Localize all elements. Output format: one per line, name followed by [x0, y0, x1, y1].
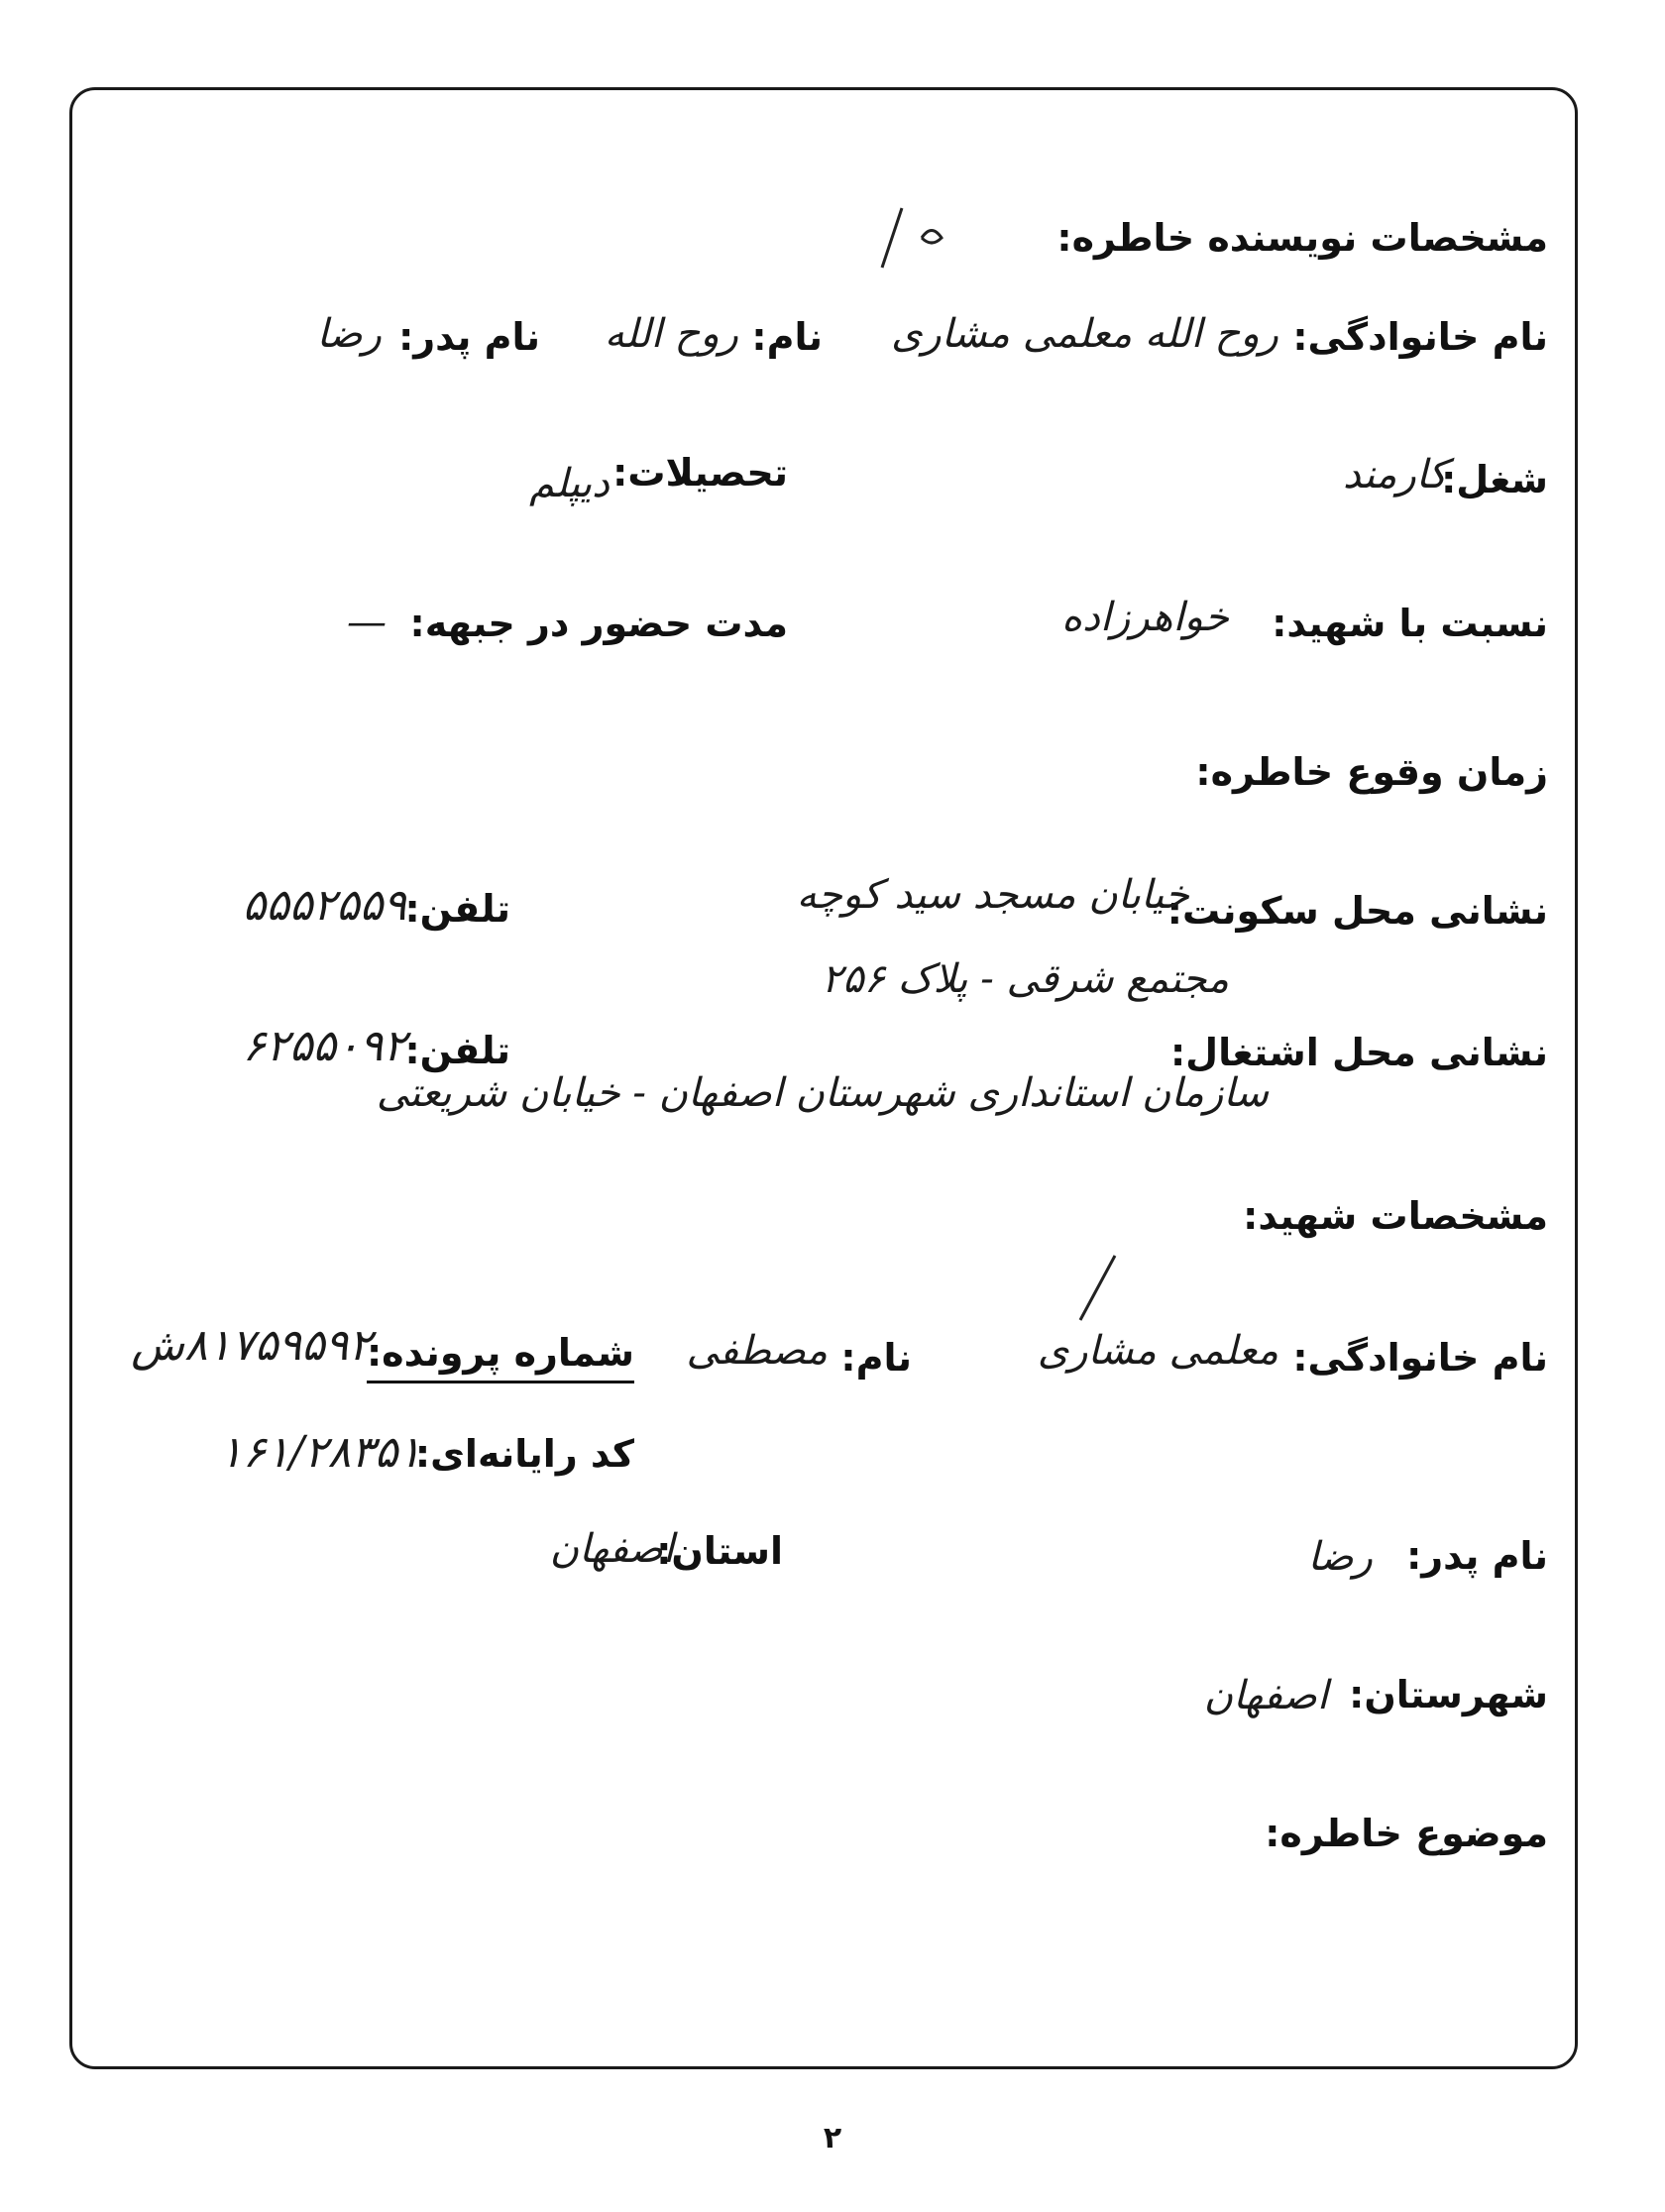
writer-work-value: سازمان استانداری شهرستان اصفهان - خیابان شریعتی [376, 1070, 1269, 1116]
writer-relation-value: خواهرزاده [1061, 595, 1229, 640]
writer-education-value: دیپلم [529, 461, 610, 506]
writer-front-value: — [347, 600, 387, 645]
writer-father-label: نام پدر: [398, 315, 540, 359]
writer-section-title: مشخصات نویسنده خاطره: [1056, 216, 1548, 260]
martyr-father-value: رضا [1307, 1534, 1373, 1580]
martyr-file-value: ۸۱۷۵۹۵۹۲ش [131, 1320, 372, 1371]
writer-phone-label-2: تلفن: [404, 1029, 510, 1072]
writer-time-label: زمان وقوع خاطره: [1195, 750, 1548, 794]
writer-name-value: روح الله [604, 311, 738, 357]
writer-phone-label-1: تلفن: [404, 887, 510, 931]
martyr-province-label: استان: [656, 1529, 783, 1573]
martyr-subject-label: موضوع خاطره: [1265, 1812, 1548, 1855]
martyr-family-label: نام خانوادگی: [1292, 1336, 1548, 1380]
martyr-city-value: اصفهان [1203, 1673, 1328, 1718]
martyr-code-value: ۱۶۱/۲۸۳۵۱ [219, 1427, 421, 1478]
writer-residence-value-2: مجتمع شرقی - پلاک ۲۵۶ [821, 956, 1229, 1002]
page-number: ۲ [823, 2121, 842, 2156]
martyr-province-value: اصفهان [549, 1526, 674, 1572]
martyr-city-label: شهرستان: [1349, 1673, 1548, 1716]
writer-phone-value-2: ۶۲۵۵۰۹۲ [242, 1021, 406, 1071]
writer-residence-value-1: خیابان مسجد سید کوچه [796, 872, 1189, 918]
writer-residence-label: نشانی محل سکونت: [1166, 889, 1548, 933]
writer-work-label: نشانی محل اشتغال: [1169, 1031, 1548, 1074]
martyr-file-label: شماره پرونده: [367, 1331, 634, 1383]
writer-family-label: نام خانوادگی: [1292, 315, 1548, 359]
writer-education-label: تحصیلات: [612, 451, 788, 495]
writer-name-label: نام: [751, 315, 823, 359]
writer-relation-label: نسبت با شهید: [1272, 602, 1548, 645]
martyr-section-title: مشخصات شهید: [1243, 1194, 1548, 1238]
writer-family-value: روح الله معلمی مشاری [891, 311, 1278, 357]
martyr-name-value: مصطفی [686, 1328, 828, 1374]
writer-job-label: شغل: [1441, 458, 1548, 501]
martyr-family-value: معلمی مشاری [1037, 1328, 1278, 1374]
writer-job-value: کارمند [1342, 452, 1447, 498]
writer-front-label: مدت حضور در جبهه: [409, 602, 788, 645]
handwritten-mark [872, 198, 961, 277]
writer-father-value: رضا [316, 311, 382, 357]
handwritten-mark [1070, 1251, 1130, 1330]
martyr-code-label: کد رایانه‌ای: [414, 1432, 634, 1476]
martyr-name-label: نام: [840, 1336, 912, 1380]
writer-phone-value-1: ۵۵۵۲۵۵۹ [242, 880, 406, 931]
martyr-father-label: نام پدر: [1406, 1534, 1548, 1578]
